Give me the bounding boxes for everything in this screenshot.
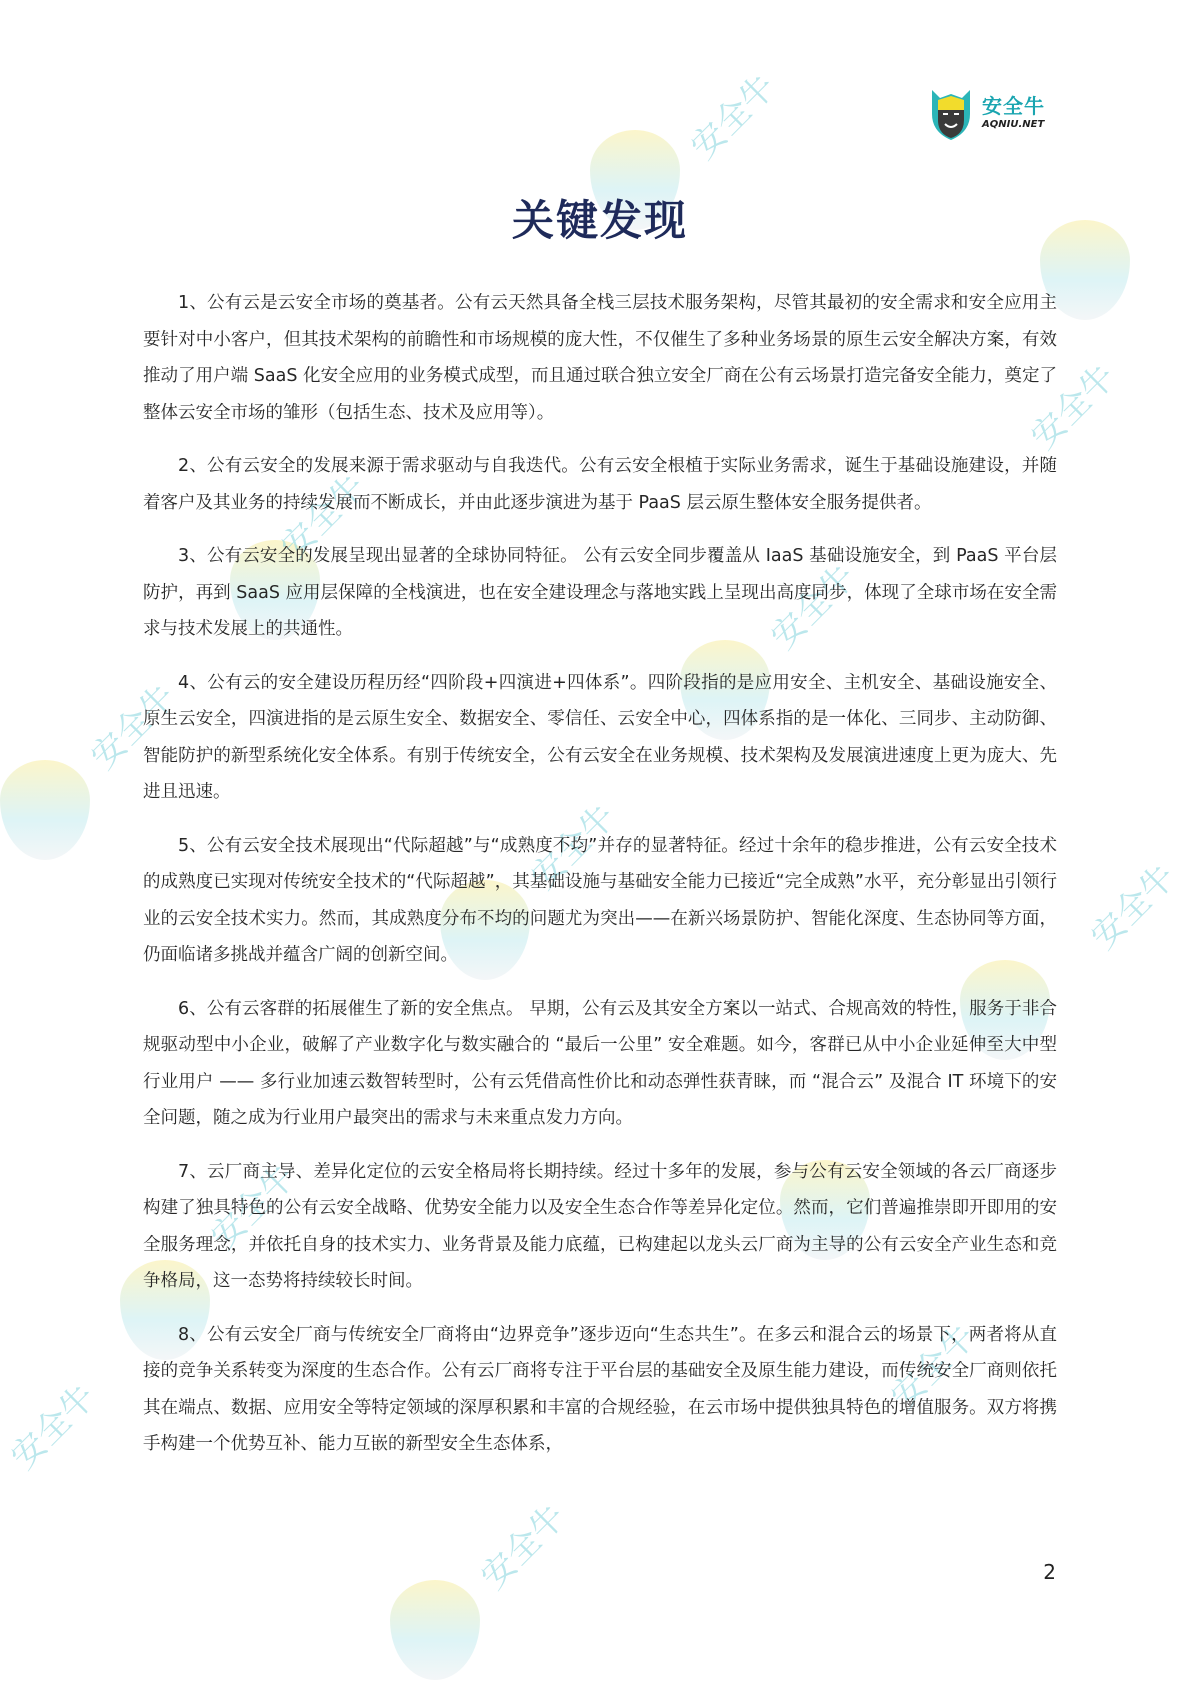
finding-paragraph: 3、公有云安全的发展呈现出显著的全球协同特征。 公有云安全同步覆盖从 IaaS 基础设施安全，到 PaaS 平台层防护，再到 SaaS 应用层保障的全栈演进，也在安全建设理念与落地实践上呈现出高度同步，体现了全球市场在安全需求与技术发展上的共通性。 bbox=[143, 546, 1057, 639]
shield-mascot-icon bbox=[928, 84, 974, 142]
finding-paragraph: 6、公有云客群的拓展催生了新的安全焦点。 早期，公有云及其安全方案以一站式、合规高效的特性，服务于非合规驱动型中小企业，破解了产业数字化与数实融合的 “最后一公里” 安全难题。如今，客群已从中小企业延伸至大中型行业用户 —— 多行业加速云数智转型时，公有云凭借高性价比和动态弹性获青睐，而 “混合云” 及混合 IT 环境下的安全问题，随之成为行业用户最突出的需求与未来重点发力方向。 bbox=[143, 998, 1057, 1128]
watermark-text: 安全牛 bbox=[523, 796, 624, 898]
watermark-logo bbox=[390, 1580, 480, 1680]
finding-paragraph: 2、公有云安全的发展来源于需求驱动与自我迭代。公有云安全根植于实际业务需求，诞生于基础设施建设，并随着客户及其业务的持续发展而不断成长，并由此逐步演进为基于 PaaS 层云原生整体安全服务提供者。 bbox=[143, 456, 1057, 513]
watermark-text: 安全牛 bbox=[83, 676, 184, 778]
watermark-text: 安全牛 bbox=[203, 1156, 304, 1258]
brand-name-cn: 安全牛 bbox=[982, 94, 1045, 118]
finding-paragraph: 8、公有云安全厂商与传统安全厂商将由“边界竞争”逐步迈向“生态共生”。在多云和混合云的场景下，两者将从直接的竞争关系转变为深度的生态合作。公有云厂商将专注于平台层的基础安全及原生能力建设，而传统安全厂商则依托其在端点、数据、应用安全等特定领域的深厚积累和丰富的合规经验，在云市场中提供独具特色的增值服务。双方将携手构建一个优势互补、能力互嵌的新型安全生态体系， bbox=[143, 1324, 1057, 1454]
watermark-text: 安全牛 bbox=[683, 66, 784, 168]
watermark-text: 安全牛 bbox=[763, 556, 864, 658]
page-title: 关键发现 bbox=[511, 196, 688, 245]
watermark-text: 安全牛 bbox=[273, 466, 374, 568]
watermark-text: 安全牛 bbox=[883, 1316, 984, 1418]
watermark-text: 安全牛 bbox=[1023, 356, 1124, 458]
findings-list bbox=[143, 285, 1057, 1480]
watermark-text: 安全牛 bbox=[473, 1496, 574, 1598]
brand-name-en: AQNIU.NET bbox=[982, 119, 1045, 130]
brand-logo bbox=[928, 84, 1045, 142]
finding-paragraph: 7、云厂商主导、差异化定位的云安全格局将长期持续。经过十多年的发展，参与公有云安全领域的各云厂商逐步构建了独具特色的公有云安全战略、优势安全能力以及安全生态合作等差异化定位。然而，它们普遍推崇即开即用的安全服务理念，并依托自身的技术实力、业务背景及能力底蕴，已构建起以龙头云厂商为主导的公有云安全产业生态和竞争格局，这一态势将持续较长时间。 bbox=[143, 1161, 1057, 1291]
finding-paragraph: 4、公有云的安全建设历程历经“四阶段+四演进+四体系”。四阶段指的是应用安全、主机安全、基础设施安全、原生云安全，四演进指的是云原生安全、数据安全、零信任、云安全中心，四体系指的是一体化、三同步、主动防御、智能防护的新型系统化安全体系。有别于传统安全，公有云安全在业务规模、技术架构及发展演进速度上更为庞大、先进且迅速。 bbox=[143, 672, 1057, 802]
watermark-logo bbox=[0, 760, 90, 860]
finding-paragraph: 5、公有云安全技术展现出“代际超越”与“成熟度不均”并存的显著特征。经过十余年的稳步推进，公有云安全技术的成熟度已实现对传统安全技术的“代际超越”，其基础设施与基础安全能力已接近“完全成熟”水平，充分彰显出引领行业的云安全技术实力。然而，其成熟度分布不均的问题尤为突出——在新兴场景防护、智能化深度、生态协同等方面，仍面临诸多挑战并蕴含广阔的创新空间。 bbox=[143, 835, 1057, 965]
watermark-text: 安全牛 bbox=[1083, 856, 1184, 958]
watermark-text: 安全牛 bbox=[3, 1376, 104, 1478]
finding-paragraph: 1、公有云是云安全市场的奠基者。公有云天然具备全栈三层技术服务架构，尽管其最初的安全需求和安全应用主要针对中小客户，但其技术架构的前瞻性和市场规模的庞大性，不仅催生了多种业务场景的原生云安全解决方案，有效推动了用户端 SaaS 化安全应用的业务模式成型，而且通过联合独立安全厂商在公有云场景打造完备安全能力，奠定了整体云安全市场的雏形（包括生态、技术及应用等）。 bbox=[143, 293, 1057, 423]
page-number: 2 bbox=[1043, 1560, 1056, 1584]
